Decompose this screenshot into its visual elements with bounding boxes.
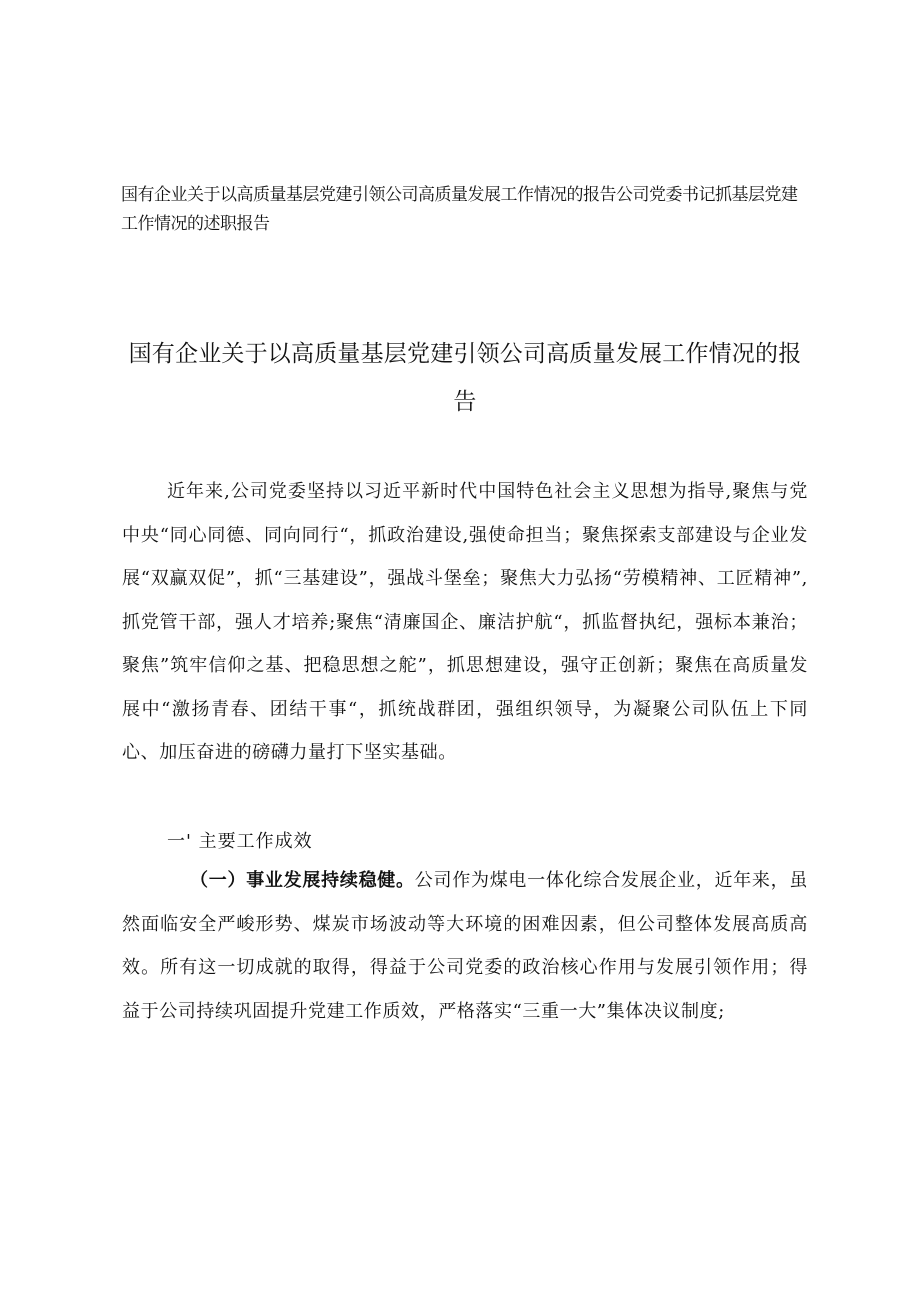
paragraph-1-text: 公司作为煤电一体化综合发展企业，近年来，虽然面临安全严峻形势、煤炭市场波动等大环境的困难因素，但公司整体发展高质高效。所有这一切成就的取得，得益于公司党委的政治核心作用与发展引领作用；得益于公司持续巩固提升党建工作质效，严格落实“三重一大”集体决议制度; [122,870,808,1022]
paragraph-1-lead: （一）事业发展持续稳健。 [190,870,415,891]
paragraph-1 [122,859,808,1033]
intro-paragraph: 近年来,公司党委坚持以习近平新时代中国特色社会主义思想为指导,聚焦与党中央“同心同德、同向同行“，抓政治建设,强使命担当；聚焦探索支部建设与企业发展“双赢双促”，抓“三基建设”，强战斗堡垒；聚焦大力弘扬“劳模精神、工匠精神”,抓党管干部，强人才培养;聚焦“清廉国企、廉洁护航“，抓监督执纪，强标本兼治；聚焦”筑牢信仰之基、把稳思想之舵”，抓思想建设，强守正创新；聚焦在高质量发展中“激扬青春、团结干事“，抓统战群团，强组织领导，为凝聚公司队伍上下同心、加压奋进的磅礴力量打下坚实基础。 [122,481,808,763]
document-header: 国有企业关于以高质量基层党建引领公司高质量发展工作情况的报告公司党委书记抓基层党建工作情况的述职报告 [121,185,798,234]
section-heading: 一' 主要工作成效 [167,831,313,852]
document-title: 国有企业关于以高质量基层党建引领公司高质量发展工作情况的报告 [128,341,802,415]
